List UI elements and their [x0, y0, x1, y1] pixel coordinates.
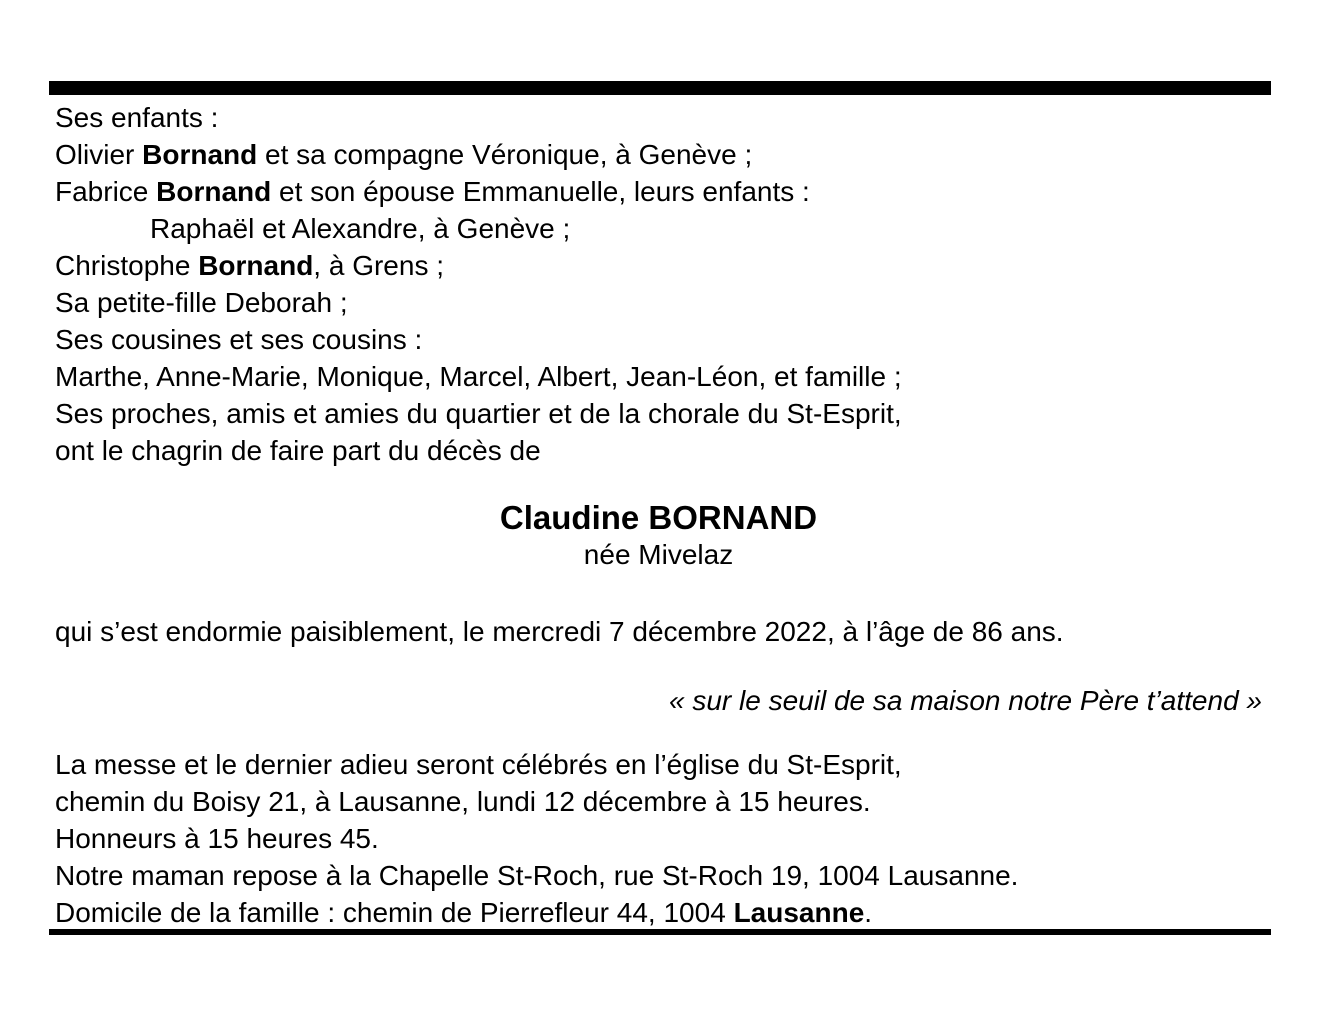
top-divider [49, 81, 1271, 95]
bottom-divider [49, 929, 1271, 935]
family-line-3-surname: Bornand [156, 176, 272, 207]
notice-content [55, 99, 1262, 931]
family-line-2-rest: et sa compagne Véronique, à Genève ; [257, 139, 753, 170]
ceremony-line-4 [55, 857, 1262, 894]
family-line-4-text: Raphaël et Alexandre, à Genève ; [150, 213, 571, 244]
family-line-5-surname: Bornand [198, 250, 314, 281]
family-line-2 [55, 136, 1262, 173]
ceremony-line-4-text: Notre maman repose à la Chapelle St-Roch, rue St-Roch 19, 1004 Lausanne. [55, 860, 1019, 891]
family-line-2-surname: Bornand [142, 139, 258, 170]
family-line-7-text: Ses cousines et ses cousins : [55, 324, 423, 355]
family-line-10-text: ont le chagrin de faire part du décès de [55, 435, 541, 466]
ceremony-line-2-text: chemin du Boisy 21, à Lausanne, lundi 12 décembre à 15 heures. [55, 786, 871, 817]
ceremony-line-1 [55, 746, 1262, 783]
family-line-5-text: Christophe [55, 250, 199, 281]
family-line-3 [55, 173, 1262, 210]
maiden-name: née Mivelaz [583, 539, 734, 570]
family-line-1 [55, 99, 1262, 136]
family-line-5 [55, 247, 1262, 284]
deceased-name-block [55, 498, 1262, 572]
family-line-2-text: Olivier [55, 139, 143, 170]
ceremony-line-5-text: Domicile de la famille : chemin de Pierrefleur 44, 1004 [55, 897, 734, 928]
family-line-8 [55, 358, 1262, 395]
family-line-3-text: Fabrice [55, 176, 157, 207]
family-line-7 [55, 321, 1262, 358]
ceremony-line-3-text: Honneurs à 15 heures 45. [55, 823, 379, 854]
family-line-6-text: Sa petite-fille Deborah ; [55, 287, 348, 318]
ceremony-line-5 [55, 894, 1262, 931]
ceremony-line-5-city: Lausanne [733, 897, 865, 928]
family-line-5-rest: , à Grens ; [313, 250, 445, 281]
deceased-name: Claudine BORNAND [499, 499, 818, 536]
ceremony-line-1-text: La messe et le dernier adieu seront célébrés en l’église du St-Esprit, [55, 749, 902, 780]
epitaph-quote: « sur le seuil de sa maison notre Père t’attend » [668, 685, 1262, 716]
family-line-9-text: Ses proches, amis et amies du quartier et de la chorale du St-Esprit, [55, 398, 902, 429]
ceremony-line-2 [55, 783, 1262, 820]
family-line-1-text: Ses enfants : [55, 102, 219, 133]
family-line-9 [55, 395, 1262, 432]
ceremony-line-3 [55, 820, 1262, 857]
family-line-3-rest: et son épouse Emmanuelle, leurs enfants : [271, 176, 810, 207]
death-announcement-line: qui s’est endormie paisiblement, le mercredi 7 décembre 2022, à l’âge de 86 ans. [55, 616, 1064, 647]
family-line-4 [55, 210, 1262, 247]
family-line-10 [55, 432, 1262, 469]
ceremony-block [55, 746, 1262, 931]
family-line-6 [55, 284, 1262, 321]
family-line-8-text: Marthe, Anne-Marie, Monique, Marcel, Albert, Jean-Léon, et famille ; [55, 361, 902, 392]
ceremony-line-5-period: . [864, 897, 873, 928]
